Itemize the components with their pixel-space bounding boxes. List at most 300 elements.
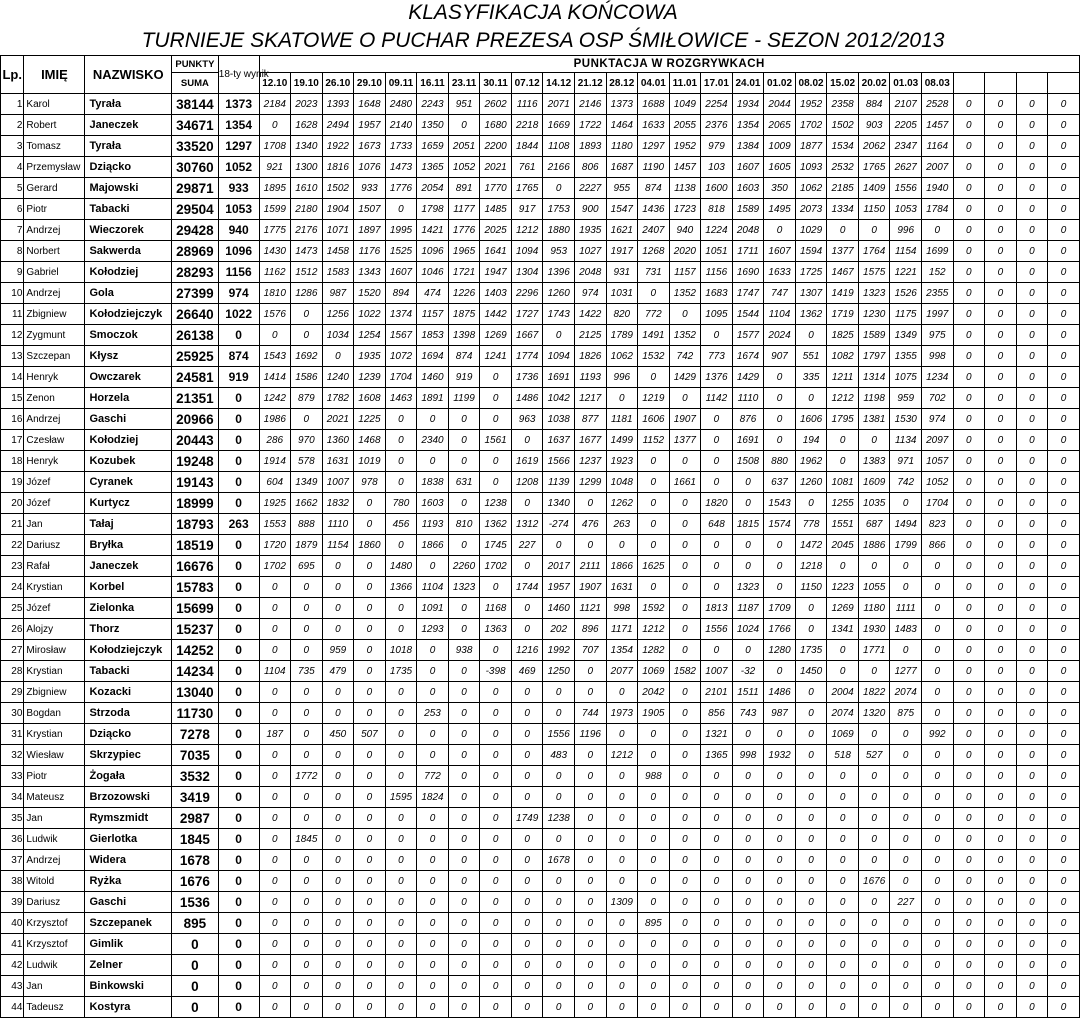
row-score: 2407 bbox=[638, 220, 670, 241]
row-score: 0 bbox=[701, 430, 733, 451]
row-score: 1156 bbox=[701, 262, 733, 283]
row-lp: 44 bbox=[1, 997, 24, 1018]
row-score: 0 bbox=[448, 913, 480, 934]
row-score: 1877 bbox=[795, 136, 827, 157]
row-score: 0 bbox=[480, 409, 512, 430]
row-score: 0 bbox=[1048, 724, 1080, 745]
row-score: 0 bbox=[385, 598, 417, 619]
row-score: 0 bbox=[1016, 661, 1048, 682]
row-score: 1733 bbox=[385, 136, 417, 157]
row-18-wynik: 0 bbox=[218, 472, 259, 493]
row-score: 1687 bbox=[606, 157, 638, 178]
row-score: 1662 bbox=[291, 493, 323, 514]
row-score: 0 bbox=[890, 745, 922, 766]
row-score: 1708 bbox=[259, 136, 291, 157]
row-score: 0 bbox=[448, 997, 480, 1018]
row-score: 0 bbox=[890, 850, 922, 871]
row-score: 0 bbox=[985, 304, 1017, 325]
row-score: 0 bbox=[985, 892, 1017, 913]
row-score: 2021 bbox=[322, 409, 354, 430]
row-score: 0 bbox=[953, 115, 985, 136]
row-score: 1300 bbox=[291, 157, 323, 178]
row-lp: 8 bbox=[1, 241, 24, 262]
table-row bbox=[1, 787, 1080, 808]
row-score: 1134 bbox=[890, 430, 922, 451]
row-score: 0 bbox=[953, 640, 985, 661]
row-score: 0 bbox=[921, 808, 953, 829]
row-score: 1566 bbox=[543, 451, 575, 472]
row-18-wynik: 0 bbox=[218, 325, 259, 346]
row-score: 0 bbox=[480, 745, 512, 766]
row-nazwisko: Strzoda bbox=[85, 703, 172, 724]
row-score: 0 bbox=[732, 892, 764, 913]
row-score: 1362 bbox=[480, 514, 512, 535]
row-score: 0 bbox=[953, 787, 985, 808]
row-suma: 15699 bbox=[171, 598, 218, 619]
row-score: 1775 bbox=[259, 220, 291, 241]
row-suma: 33520 bbox=[171, 136, 218, 157]
row-score: 1104 bbox=[417, 577, 449, 598]
row-score: 0 bbox=[795, 913, 827, 934]
row-score: 474 bbox=[417, 283, 449, 304]
row-score: 0 bbox=[921, 955, 953, 976]
row-score: 2296 bbox=[511, 283, 543, 304]
row-score: 0 bbox=[259, 766, 291, 787]
row-score: 2062 bbox=[858, 136, 890, 157]
row-score: 959 bbox=[322, 640, 354, 661]
row-nazwisko: Gaschi bbox=[85, 409, 172, 430]
row-score: 0 bbox=[985, 913, 1017, 934]
row-score: 0 bbox=[354, 829, 386, 850]
row-score: 1121 bbox=[574, 598, 606, 619]
row-score: 1472 bbox=[795, 535, 827, 556]
row-score: 761 bbox=[511, 157, 543, 178]
row-score: 1995 bbox=[385, 220, 417, 241]
table-row bbox=[1, 241, 1080, 262]
row-score: 0 bbox=[827, 220, 859, 241]
row-score: 0 bbox=[764, 766, 796, 787]
row-score: 707 bbox=[574, 640, 606, 661]
row-score: 527 bbox=[858, 745, 890, 766]
row-score: 938 bbox=[448, 640, 480, 661]
row-lp: 20 bbox=[1, 493, 24, 514]
row-score: 0 bbox=[1016, 325, 1048, 346]
row-score: 0 bbox=[543, 913, 575, 934]
row-score: 2494 bbox=[322, 115, 354, 136]
row-score: 1467 bbox=[827, 262, 859, 283]
row-score: 1609 bbox=[858, 472, 890, 493]
row-score: 0 bbox=[921, 556, 953, 577]
row-score: 0 bbox=[638, 808, 670, 829]
row-score: 1551 bbox=[827, 514, 859, 535]
row-imie: Jan bbox=[24, 976, 85, 997]
row-score: 1377 bbox=[669, 430, 701, 451]
row-score: 1947 bbox=[480, 262, 512, 283]
row-score: 0 bbox=[322, 745, 354, 766]
header-date: 21.12 bbox=[574, 73, 606, 94]
row-nazwisko: Smoczok bbox=[85, 325, 172, 346]
row-score: 0 bbox=[795, 787, 827, 808]
row-nazwisko: Kołodziejczyk bbox=[85, 640, 172, 661]
row-score: 0 bbox=[701, 934, 733, 955]
row-score: 979 bbox=[701, 136, 733, 157]
row-score: 0 bbox=[511, 892, 543, 913]
row-score: 896 bbox=[574, 619, 606, 640]
row-score: 0 bbox=[795, 682, 827, 703]
row-score: 1735 bbox=[795, 640, 827, 661]
row-score: 1583 bbox=[322, 262, 354, 283]
row-score: 0 bbox=[1016, 262, 1048, 283]
header-date: 08.02 bbox=[795, 73, 827, 94]
row-score: 1952 bbox=[795, 94, 827, 115]
row-score: -398 bbox=[480, 661, 512, 682]
row-score: 0 bbox=[291, 640, 323, 661]
row-score: 0 bbox=[259, 682, 291, 703]
row-nazwisko: Wieczorek bbox=[85, 220, 172, 241]
row-score: 1304 bbox=[511, 262, 543, 283]
row-score: 0 bbox=[354, 493, 386, 514]
row-score: 1577 bbox=[732, 325, 764, 346]
row-score: 0 bbox=[354, 997, 386, 1018]
row-score: 747 bbox=[764, 283, 796, 304]
row-score: 0 bbox=[1016, 913, 1048, 934]
row-score: 0 bbox=[417, 724, 449, 745]
row-score: 0 bbox=[953, 430, 985, 451]
row-score: 0 bbox=[1048, 703, 1080, 724]
row-score: 963 bbox=[511, 409, 543, 430]
row-score: 0 bbox=[291, 913, 323, 934]
row-score: 1071 bbox=[322, 220, 354, 241]
row-score: 0 bbox=[858, 766, 890, 787]
row-score: 0 bbox=[480, 934, 512, 955]
row-score: 1749 bbox=[511, 808, 543, 829]
row-score: 0 bbox=[921, 598, 953, 619]
row-score: 1280 bbox=[764, 640, 796, 661]
row-imie: Robert bbox=[24, 115, 85, 136]
row-18-wynik: 0 bbox=[218, 556, 259, 577]
row-score: 1825 bbox=[827, 325, 859, 346]
row-score: 0 bbox=[669, 997, 701, 1018]
row-score: 0 bbox=[985, 976, 1017, 997]
row-score: 0 bbox=[795, 619, 827, 640]
row-nazwisko: Tyrała bbox=[85, 136, 172, 157]
row-score: 0 bbox=[795, 850, 827, 871]
row-lp: 22 bbox=[1, 535, 24, 556]
row-18-wynik: 0 bbox=[218, 640, 259, 661]
row-score: 0 bbox=[574, 493, 606, 514]
row-score: 0 bbox=[574, 808, 606, 829]
row-score: 1052 bbox=[921, 472, 953, 493]
row-score: 1349 bbox=[291, 472, 323, 493]
row-score: 2140 bbox=[385, 115, 417, 136]
row-score: 0 bbox=[606, 808, 638, 829]
row-score: 1702 bbox=[795, 115, 827, 136]
row-score: 1190 bbox=[638, 157, 670, 178]
row-score: 1154 bbox=[322, 535, 354, 556]
row-lp: 37 bbox=[1, 850, 24, 871]
row-score: 1076 bbox=[354, 157, 386, 178]
row-score: 1323 bbox=[448, 577, 480, 598]
row-score: 0 bbox=[795, 997, 827, 1018]
row-score: 0 bbox=[921, 892, 953, 913]
row-suma: 1676 bbox=[171, 871, 218, 892]
row-score: 0 bbox=[1048, 829, 1080, 850]
row-suma: 25925 bbox=[171, 346, 218, 367]
row-score: 0 bbox=[322, 850, 354, 871]
row-score: 1095 bbox=[701, 304, 733, 325]
row-score: 0 bbox=[921, 577, 953, 598]
row-score: 1743 bbox=[543, 304, 575, 325]
row-score: 0 bbox=[1048, 535, 1080, 556]
row-score: 1709 bbox=[764, 598, 796, 619]
row-score: 0 bbox=[291, 577, 323, 598]
row-score: 0 bbox=[764, 871, 796, 892]
row-score: 1463 bbox=[385, 388, 417, 409]
row-score: 0 bbox=[291, 598, 323, 619]
row-score: 0 bbox=[480, 724, 512, 745]
header-date bbox=[953, 73, 985, 94]
row-score: 0 bbox=[1048, 598, 1080, 619]
row-score: 0 bbox=[890, 997, 922, 1018]
row-score: 974 bbox=[574, 283, 606, 304]
row-score: 0 bbox=[732, 787, 764, 808]
row-score: 970 bbox=[291, 430, 323, 451]
row-score: 0 bbox=[764, 913, 796, 934]
row-score: 1340 bbox=[291, 136, 323, 157]
row-imie: Zbigniew bbox=[24, 682, 85, 703]
row-suma: 1678 bbox=[171, 850, 218, 871]
row-score: 551 bbox=[795, 346, 827, 367]
row-score: 1254 bbox=[354, 325, 386, 346]
row-score: 0 bbox=[448, 976, 480, 997]
row-score: 2184 bbox=[259, 94, 291, 115]
row-score: 0 bbox=[354, 619, 386, 640]
row-imie: Karol bbox=[24, 94, 85, 115]
row-score: 919 bbox=[448, 367, 480, 388]
row-score: 1307 bbox=[795, 283, 827, 304]
row-score: 0 bbox=[638, 451, 670, 472]
table-row bbox=[1, 367, 1080, 388]
row-score: 152 bbox=[921, 262, 953, 283]
row-lp: 13 bbox=[1, 346, 24, 367]
row-score: 0 bbox=[953, 934, 985, 955]
row-score: 0 bbox=[259, 850, 291, 871]
row-nazwisko: Kołodziejczyk bbox=[85, 304, 172, 325]
row-imie: Mirosław bbox=[24, 640, 85, 661]
row-imie: Krystian bbox=[24, 577, 85, 598]
row-imie: Szczepan bbox=[24, 346, 85, 367]
row-score: 0 bbox=[543, 535, 575, 556]
row-score: 2074 bbox=[890, 682, 922, 703]
row-score: 0 bbox=[827, 787, 859, 808]
row-score: 0 bbox=[1016, 787, 1048, 808]
row-score: 0 bbox=[638, 871, 670, 892]
row-imie: Witold bbox=[24, 871, 85, 892]
row-nazwisko: Bryłka bbox=[85, 535, 172, 556]
row-score: 0 bbox=[417, 913, 449, 934]
row-score: 0 bbox=[985, 451, 1017, 472]
row-score: 0 bbox=[827, 640, 859, 661]
row-score: 0 bbox=[669, 787, 701, 808]
row-score: 0 bbox=[953, 661, 985, 682]
row-score: 0 bbox=[543, 976, 575, 997]
row-score: 1607 bbox=[732, 157, 764, 178]
row-score: 1879 bbox=[291, 535, 323, 556]
row-score: 0 bbox=[669, 850, 701, 871]
table-row bbox=[1, 829, 1080, 850]
row-score: 0 bbox=[1048, 976, 1080, 997]
row-score: 2180 bbox=[291, 199, 323, 220]
row-score: 0 bbox=[701, 871, 733, 892]
row-score: 0 bbox=[985, 199, 1017, 220]
row-score: 0 bbox=[985, 535, 1017, 556]
row-imie: Przemysław bbox=[24, 157, 85, 178]
row-score: 0 bbox=[1048, 262, 1080, 283]
row-lp: 25 bbox=[1, 598, 24, 619]
row-nazwisko: Żogała bbox=[85, 766, 172, 787]
row-score: 1442 bbox=[480, 304, 512, 325]
row-score: 1365 bbox=[417, 157, 449, 178]
row-score: 1507 bbox=[354, 199, 386, 220]
row-score: 0 bbox=[354, 850, 386, 871]
row-score: 0 bbox=[417, 640, 449, 661]
row-score: 0 bbox=[795, 892, 827, 913]
row-score: 0 bbox=[732, 535, 764, 556]
row-score: 0 bbox=[953, 913, 985, 934]
row-lp: 42 bbox=[1, 955, 24, 976]
row-score: 0 bbox=[385, 409, 417, 430]
row-nazwisko: Binkowski bbox=[85, 976, 172, 997]
row-nazwisko: Gimlik bbox=[85, 934, 172, 955]
row-score: 875 bbox=[890, 703, 922, 724]
row-score: 1138 bbox=[669, 178, 701, 199]
row-score: 0 bbox=[1048, 472, 1080, 493]
row-suma: 14234 bbox=[171, 661, 218, 682]
row-score: 0 bbox=[322, 598, 354, 619]
row-score: 0 bbox=[322, 766, 354, 787]
row-score: 1607 bbox=[764, 241, 796, 262]
row-score: 877 bbox=[574, 409, 606, 430]
row-score: 0 bbox=[606, 997, 638, 1018]
row-score: 0 bbox=[511, 955, 543, 976]
row-lp: 5 bbox=[1, 178, 24, 199]
row-score: 1321 bbox=[701, 724, 733, 745]
row-score: 1211 bbox=[827, 367, 859, 388]
row-score: 2045 bbox=[827, 535, 859, 556]
row-score: 1997 bbox=[921, 304, 953, 325]
row-18-wynik: 0 bbox=[218, 913, 259, 934]
row-score: 0 bbox=[354, 787, 386, 808]
row-score: 0 bbox=[732, 808, 764, 829]
row-imie: Alojzy bbox=[24, 619, 85, 640]
row-score: 0 bbox=[1048, 220, 1080, 241]
row-score: 0 bbox=[543, 934, 575, 955]
row-imie: Krystian bbox=[24, 661, 85, 682]
row-score: 1334 bbox=[827, 199, 859, 220]
row-score: 1567 bbox=[385, 325, 417, 346]
row-score: 1875 bbox=[448, 304, 480, 325]
row-score: 1745 bbox=[480, 535, 512, 556]
row-suma: 0 bbox=[171, 976, 218, 997]
row-score: 1774 bbox=[511, 346, 543, 367]
row-score: 0 bbox=[448, 682, 480, 703]
row-score: 0 bbox=[1048, 787, 1080, 808]
row-score: 1599 bbox=[259, 199, 291, 220]
row-score: 0 bbox=[511, 997, 543, 1018]
row-score: 0 bbox=[953, 325, 985, 346]
row-score: 0 bbox=[638, 577, 670, 598]
row-score: 1142 bbox=[701, 388, 733, 409]
row-score: 0 bbox=[543, 892, 575, 913]
row-score: 0 bbox=[858, 892, 890, 913]
row-18-wynik: 0 bbox=[218, 787, 259, 808]
row-score: 0 bbox=[448, 787, 480, 808]
row-score: 0 bbox=[953, 682, 985, 703]
row-score: 507 bbox=[354, 724, 386, 745]
row-score: 2176 bbox=[291, 220, 323, 241]
row-score: 1574 bbox=[764, 514, 796, 535]
row-lp: 2 bbox=[1, 115, 24, 136]
row-score: 0 bbox=[795, 703, 827, 724]
row-score: 0 bbox=[1016, 94, 1048, 115]
row-score: 0 bbox=[795, 934, 827, 955]
row-score: 1110 bbox=[322, 514, 354, 535]
row-score: 1350 bbox=[417, 115, 449, 136]
row-score: 1396 bbox=[543, 262, 575, 283]
row-score: 0 bbox=[291, 325, 323, 346]
row-score: 1691 bbox=[543, 367, 575, 388]
row-score: 0 bbox=[764, 388, 796, 409]
header-date: 30.11 bbox=[480, 73, 512, 94]
row-score: 0 bbox=[795, 745, 827, 766]
row-score: 0 bbox=[385, 682, 417, 703]
row-score: 1176 bbox=[354, 241, 386, 262]
row-score: 1075 bbox=[890, 367, 922, 388]
row-score: 1436 bbox=[638, 199, 670, 220]
row-nazwisko: Tałaj bbox=[85, 514, 172, 535]
row-18-wynik: 0 bbox=[218, 724, 259, 745]
row-imie: Bogdan bbox=[24, 703, 85, 724]
row-score: 1457 bbox=[669, 157, 701, 178]
row-score: 2055 bbox=[669, 115, 701, 136]
row-score: 0 bbox=[1048, 94, 1080, 115]
row-score: 0 bbox=[795, 598, 827, 619]
row-score: 0 bbox=[480, 703, 512, 724]
header-date: 01.02 bbox=[764, 73, 796, 94]
row-score: 1866 bbox=[606, 556, 638, 577]
row-score: 1486 bbox=[511, 388, 543, 409]
row-18-wynik: 1096 bbox=[218, 241, 259, 262]
row-score: 0 bbox=[1016, 682, 1048, 703]
row-score: 0 bbox=[606, 934, 638, 955]
row-score: 0 bbox=[511, 619, 543, 640]
row-score: 1992 bbox=[543, 640, 575, 661]
row-score: 0 bbox=[827, 451, 859, 472]
row-score: 0 bbox=[985, 619, 1017, 640]
row-suma: 20966 bbox=[171, 409, 218, 430]
row-18-wynik: 874 bbox=[218, 346, 259, 367]
row-score: 1813 bbox=[701, 598, 733, 619]
row-score: 637 bbox=[764, 472, 796, 493]
row-score: 1363 bbox=[480, 619, 512, 640]
row-score: 1589 bbox=[732, 199, 764, 220]
row-lp: 26 bbox=[1, 619, 24, 640]
row-score: 1212 bbox=[511, 220, 543, 241]
row-score: 103 bbox=[701, 157, 733, 178]
table-row bbox=[1, 136, 1080, 157]
row-suma: 2987 bbox=[171, 808, 218, 829]
row-score: 1595 bbox=[385, 787, 417, 808]
